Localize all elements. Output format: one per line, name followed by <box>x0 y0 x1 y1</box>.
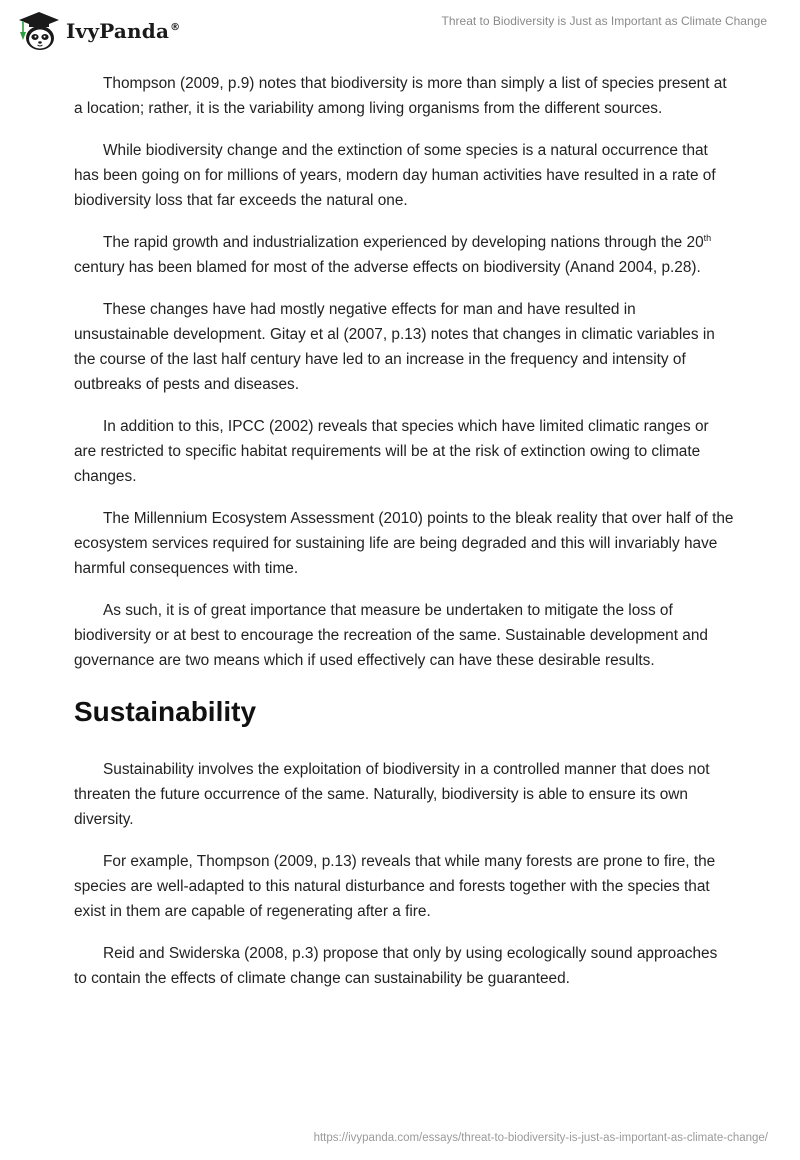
paragraph-7: As such, it is of great importance that measure be undertaken to mitigate the loss of biodiversity or at best to encourage the recreation of the same. Sustainable development and governance are two means which if used effectively can have these desirable results. <box>74 602 708 669</box>
paragraph-8: Sustainability involves the exploitation of biodiversity in a controlled manner that does not threaten the future occurrence of the same. Naturally, biodiversity is able to ensure its own diversity. <box>74 761 710 828</box>
paragraph-2: While biodiversity change and the extinction of some species is a natural occurrence that has been going on for millions of years, modern day human activities have resulted in a rate of biodiversity loss that far exceeds the natural one. <box>74 142 716 209</box>
paragraph-3-end: century has been blamed for most of the adverse effects on biodiversity (Anand 2004, p.28). <box>74 259 701 276</box>
paragraph-4: These changes have had mostly negative effects for man and have resulted in unsustainable development. Gitay et al (2007, p.13) notes that changes in climatic variables in the course of the last half century have led to an increase in the frequency and intensity of outbreaks of pests and diseases. <box>74 301 715 393</box>
registered-mark: ® <box>170 22 181 34</box>
paragraph-10: Reid and Swiderska (2008, p.3) propose that only by using ecologically sound approaches to contain the effects of climate change can sustainability be guaranteed. <box>74 945 718 987</box>
paragraph-5: In addition to this, IPCC (2002) reveals that species which have limited climatic ranges or are restricted to specific habitat requirements will be at the risk of extinction owing to climate changes. <box>74 418 709 485</box>
essay-body <box>74 71 734 1008</box>
brand-logo[interactable] <box>16 10 180 52</box>
paragraph-9: For example, Thompson (2009, p.13) reveals that while many forests are prone to fire, the species are well-adapted to this natural disturbance and forests together with the species that exist in them are capable of regenerating after a fire. <box>74 853 716 920</box>
page-header <box>0 0 800 62</box>
paragraph-6: The Millennium Ecosystem Assessment (2010) points to the bleak reality that over half of the ecosystem services required for sustaining life are being degraded and this will invariably have harmful consequences with time. <box>74 510 734 577</box>
section-heading: Sustainability <box>74 696 257 727</box>
paragraph-1: Thompson (2009, p.9) notes that biodiversity is more than simply a list of species present at a location; rather, it is the variability among living organisms from the different sources. <box>74 75 727 117</box>
panda-graduate-icon <box>16 10 62 52</box>
document-title: Threat to Biodiversity is Just as Important as Climate Change <box>441 14 767 28</box>
footer-url-link[interactable]: https://ivypanda.com/essays/threat-to-biodiversity-is-just-as-important-as-climate-change/ <box>313 1132 768 1144</box>
superscript-th: th <box>703 232 712 243</box>
paragraph-3-start: The rapid growth and industrialization experienced by developing nations through the 20 <box>103 234 704 251</box>
paragraph-3 <box>74 230 734 280</box>
brand-name: IvyPanda® <box>66 19 181 43</box>
